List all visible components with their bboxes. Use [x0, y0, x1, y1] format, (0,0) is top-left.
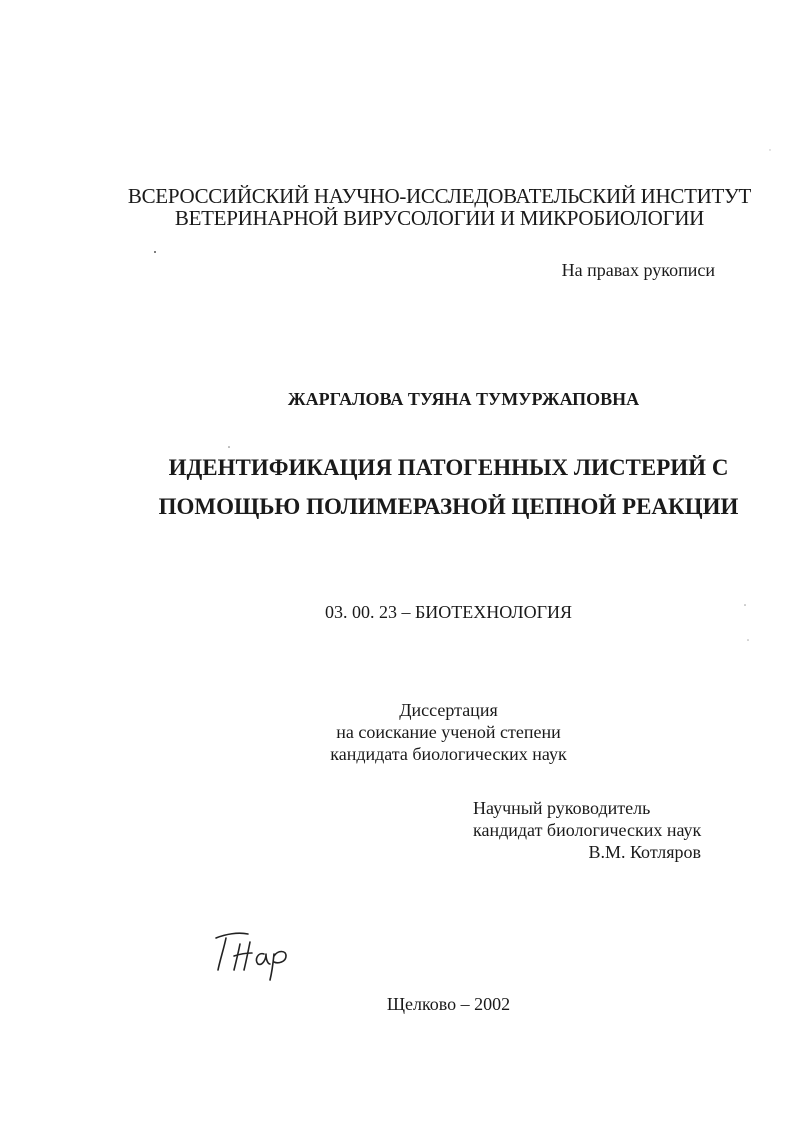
supervisor-name: В.М. Котляров: [588, 842, 701, 862]
thesis-title-line-1: ИДЕНТИФИКАЦИЯ ПАТОГЕННЫХ ЛИСТЕРИЙ С: [168, 455, 729, 480]
city-and-year: Щелково – 2002: [386, 994, 511, 1014]
thesis-title-line-2: ПОМОЩЬЮ ПОЛИМЕРАЗНОЙ ЦЕПНОЙ РЕАКЦИИ: [158, 494, 739, 519]
dissertation-label: Диссертация: [399, 700, 498, 720]
specialty-code: 03. 00. 23 – БИОТЕХНОЛОГИЯ: [324, 602, 573, 622]
handwritten-signature: [212, 926, 292, 982]
dissertation-degree-line: на соискание ученой степени: [336, 722, 561, 742]
institute-name-line-1: ВСЕРОССИЙСКИЙ НАУЧНО-ИССЛЕДОВАТЕЛЬСКИЙ ИНСТИТУТ: [127, 184, 752, 208]
supervisor-degree: кандидат биологических наук: [473, 820, 702, 840]
institute-name-line-2: ВЕТЕРИНАРНОЙ ВИРУСОЛОГИИ И МИКРОБИОЛОГИИ: [174, 206, 705, 230]
rights-note: На правах рукописи: [561, 260, 715, 280]
author-name: ЖАРГАЛОВА ТУЯНА ТУМУРЖАПОВНА: [287, 389, 640, 409]
supervisor-role: Научный руководитель: [473, 798, 651, 818]
dissertation-field-line: кандидата биологических наук: [330, 744, 567, 764]
